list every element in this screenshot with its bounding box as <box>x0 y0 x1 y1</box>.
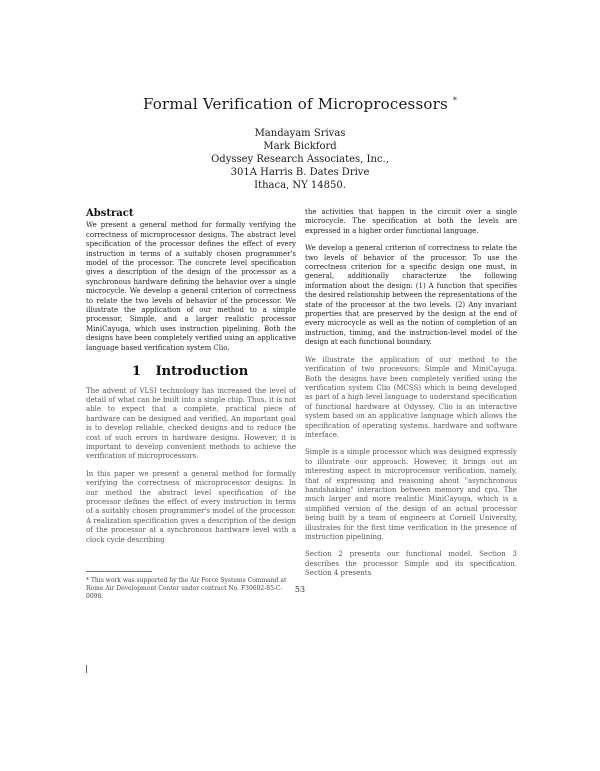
affiliation-line: Odyssey Research Associates, Inc., <box>211 154 389 165</box>
affiliation-line: Ithaca, NY 14850. <box>254 180 346 191</box>
paper-title-text: Formal Verification of Microprocessors <box>142 95 448 113</box>
section-number: 1 <box>132 364 142 380</box>
body-paragraph: the activities that happen in the circuit over a single microcycle. The specification at both the levels are expressed in a higher order functional language. <box>305 208 517 235</box>
body-paragraph: We illustrate the application of our method to the verification of two processors: Simple and MiniCayuga. Both the designs have been completely verified using the verification system Clio (MCSS) which is being developed as part of a high level language to understand specification of functional hardware at Odyssey. Clio is an interactive system based on an applicative language which allows the specification of operating systems, hardware and software interface. <box>305 355 517 439</box>
footnote-divider <box>86 571 152 572</box>
body-paragraph: Simple is a simple processor which was designed expressly to illustrate our approach. However, it brings out an interesting aspect in microprocessor verification, namely, that of expressing and reasoning about "asynchronous handshaking" interaction between memory and cpu. The much larger and more realistic MiniCayuga, which is a simplified version of the design of an actual processor being built by a team of engineers at Cornell University, illustrates for the first time verification in the presence of instruction pipelining. <box>305 448 517 541</box>
body-paragraph: Section 2 presents our functional model. Section 3 describes the processor Simple and its specification. Section 4 presents <box>305 550 517 578</box>
left-column <box>86 209 296 553</box>
page-number: 53 <box>294 585 306 594</box>
title-footnote-mark: * <box>452 96 458 105</box>
margin-mark <box>86 665 87 673</box>
footnote: * This work was supported by the Air Force Systems Command at Rome Air Development Center under contract No. F30602-85-C-0098. <box>86 577 287 600</box>
paper-title <box>0 95 600 113</box>
intro-paragraph: In this paper we present a general method for formally verifying the correctness of microprocessor designs. In our method the abstract level specification of the processor defines the effect of every instruction in terms of a suitably chosen programmer's model of the processor. A realization specification gives a description of the design of the processor at a synchronous hardware level with a clock cycle describing <box>86 469 296 544</box>
body-paragraph: We develop a general criterion of correctness to relate the two levels of behavior of the processor. To use the correctness criterion for a specific design one must, in general, additionally characterize the following information about the design: (1) A function that specifies the desired relationship between the representations of the state of the processor at the two levels. (2) Any invariant properties that are preserved by the design at the end of every microcycle as well as the notion of completion of an instruction, timing, and the instruction-level model of the design at each functional boundary. <box>305 244 517 347</box>
right-column <box>305 208 517 587</box>
abstract-heading: Abstract <box>86 208 134 219</box>
affiliation-line: 301A Harris B. Dates Drive <box>230 167 370 178</box>
abstract-paragraph: We present a general method for formally verifying the correctness of microprocessor designs. The abstract level specification of the processor defines the effect of every instruction in terms of a suitably chosen programmer's model of the processor. The concrete level specification gives a description of the design of the processor as a synchronous hardware defining the behavior over a single microcycle. We develop a general criterion of correctness to relate the two levels of behavior of the processor. We illustrate the application of our method to a simple processor, Simple, and a larger realistic processor MiniCayuga, which uses instruction pipelining. Both the designs have been completely verified using an applicative language based verification system Clio. <box>86 221 296 352</box>
author-block <box>0 127 600 192</box>
author-name: Mark Bickford <box>263 141 337 152</box>
section-heading <box>86 364 296 380</box>
intro-paragraph: The advent of VLSI technology has increased the level of detail of what can be built into a single chip. Thus, it is not able to expect that a complete, practical piece of hardware can be designed and verified. An important goal is to develop reliable, checked designs and to reduce the cost of such errors in hardware designs. However, it is important to develop convenient methods to achieve the verification of microprocessors. <box>86 386 296 461</box>
section-title: Introduction <box>155 364 249 380</box>
author-name: Mandayam Srivas <box>254 128 346 139</box>
